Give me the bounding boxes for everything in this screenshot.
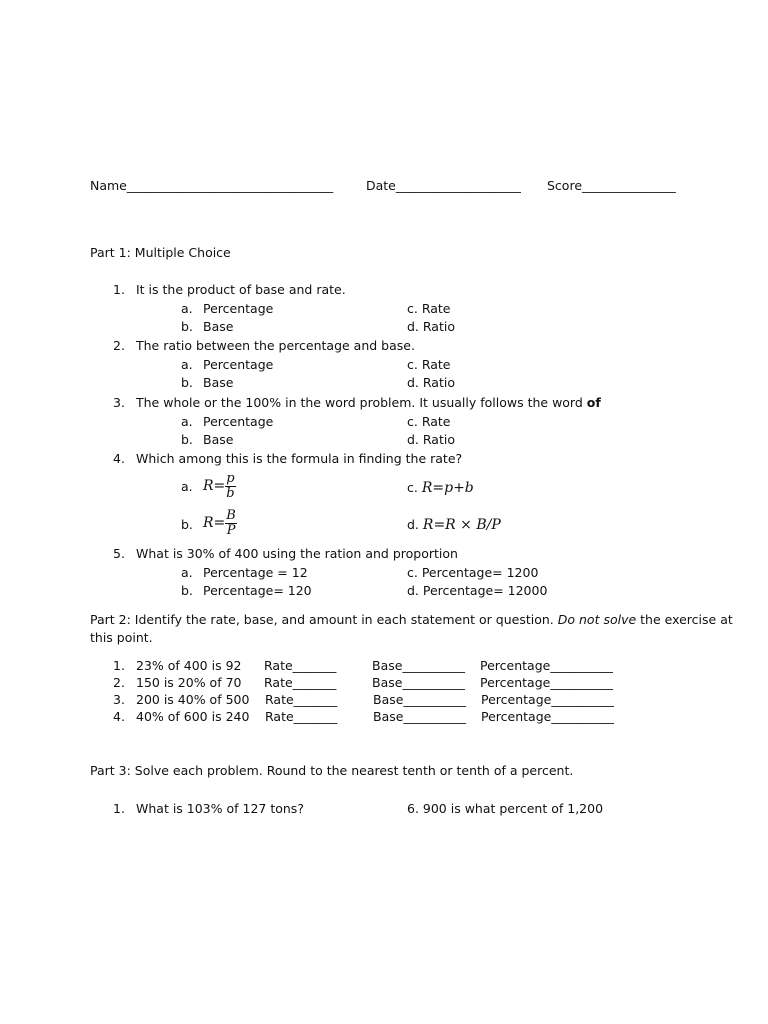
rate-blank[interactable]: Rate_______ <box>265 709 338 724</box>
fraction <box>225 509 237 537</box>
part3-title: Part 3: Solve each problem. Round to the nearest tenth or tenth of a percent. <box>90 763 574 778</box>
row-statement: 200 is 40% of 500 <box>136 692 250 707</box>
base-blank[interactable]: Base__________ <box>372 675 465 690</box>
option-b[interactable]: Percentage= 120 <box>203 583 312 598</box>
option-c-label: c. <box>407 480 418 495</box>
part3-question-6: 6. 900 is what percent of 1,200 <box>407 801 604 816</box>
percentage-blank[interactable]: Percentage__________ <box>480 658 613 673</box>
row-number: 4. <box>113 709 125 724</box>
option-b-label: b. <box>181 375 193 390</box>
option-d[interactable]: d. Ratio <box>407 432 455 447</box>
question-text: It is the product of base and rate. <box>136 282 346 297</box>
fraction-denominator: P <box>226 522 236 538</box>
question-text: Which among this is the formula in finding the rate? <box>136 451 463 466</box>
base-blank[interactable]: Base__________ <box>373 692 466 707</box>
row-number: 3. <box>113 692 125 707</box>
rate-blank[interactable]: Rate_______ <box>264 658 337 673</box>
option-a[interactable]: Percentage <box>203 357 274 372</box>
row-statement: 150 is 20% of 70 <box>136 675 242 690</box>
base-blank[interactable]: Base__________ <box>372 658 465 673</box>
question-number: 1. <box>113 282 125 297</box>
option-c[interactable]: c. Rate <box>407 301 451 316</box>
question-text-bold-word: of <box>586 395 601 410</box>
question-number: 4. <box>113 451 125 466</box>
question-number: 3. <box>113 395 125 410</box>
option-b-label: b. <box>181 319 193 334</box>
name-field[interactable]: Name_________________________________ <box>90 178 334 193</box>
formula-lhs: R= <box>203 515 226 532</box>
date-field[interactable]: Date____________________ <box>366 178 521 193</box>
question-text <box>136 397 601 410</box>
percentage-blank[interactable]: Percentage__________ <box>481 692 614 707</box>
part2-title-main: Part 2: Identify the rate, base, and amount in each statement or question. <box>90 612 558 627</box>
option-d[interactable]: d. Ratio <box>407 319 455 334</box>
option-b-label: b. <box>181 583 193 598</box>
question-number: 2. <box>113 338 125 353</box>
fraction-numerator: B <box>226 508 236 523</box>
option-b-formula[interactable] <box>203 509 237 537</box>
option-c-formula[interactable] <box>407 481 474 495</box>
option-b[interactable]: Base <box>203 432 234 447</box>
question-number: 5. <box>113 546 125 561</box>
option-b-label: b. <box>181 517 193 532</box>
option-d[interactable]: d. Ratio <box>407 375 455 390</box>
part3-question-1: What is 103% of 127 tons? <box>136 801 304 816</box>
option-a-label: a. <box>181 565 193 580</box>
option-b[interactable]: Base <box>203 375 234 390</box>
fraction-denominator: b <box>226 485 235 501</box>
row-statement: 23% of 400 is 92 <box>136 658 242 673</box>
option-c[interactable]: c. Percentage= 1200 <box>407 565 539 580</box>
fraction-numerator: p <box>226 471 235 486</box>
percentage-blank[interactable]: Percentage__________ <box>480 675 613 690</box>
formula-lhs: R= <box>203 478 226 495</box>
option-b[interactable]: Base <box>203 319 234 334</box>
option-a[interactable]: Percentage <box>203 301 274 316</box>
option-d-label: d. <box>407 517 419 532</box>
part2-title-line2: this point. <box>90 630 153 645</box>
option-d[interactable]: d. Percentage= 12000 <box>407 583 548 598</box>
question-text: The ratio between the percentage and base. <box>136 338 415 353</box>
option-c[interactable]: c. Rate <box>407 414 451 429</box>
rate-blank[interactable]: Rate_______ <box>265 692 338 707</box>
row-statement: 40% of 600 is 240 <box>136 709 250 724</box>
option-a-label: a. <box>181 357 193 372</box>
option-a[interactable]: Percentage <box>203 414 274 429</box>
option-a-label: a. <box>181 414 193 429</box>
row-number: 1. <box>113 658 125 673</box>
formula-expression: R=p+b <box>421 480 474 496</box>
base-blank[interactable]: Base__________ <box>373 709 466 724</box>
question-text: What is 30% of 400 using the ration and proportion <box>136 546 458 561</box>
fraction <box>225 472 235 500</box>
option-b-label: b. <box>181 432 193 447</box>
option-c[interactable]: c. Rate <box>407 357 451 372</box>
score-field[interactable]: Score_______________ <box>547 178 676 193</box>
part2-title-italic: Do not solve <box>557 612 637 627</box>
part2-title-end: the exercise at <box>636 612 733 627</box>
percentage-blank[interactable]: Percentage__________ <box>481 709 614 724</box>
question-text-main: The whole or the 100% in the word problem. It usually follows the word <box>136 395 587 410</box>
option-a-label: a. <box>181 301 193 316</box>
option-a-formula[interactable] <box>203 472 236 500</box>
option-a-label: a. <box>181 479 193 494</box>
question-number: 1. <box>113 801 125 816</box>
part1-title: Part 1: Multiple Choice <box>90 245 231 260</box>
rate-blank[interactable]: Rate_______ <box>264 675 337 690</box>
part2-title <box>90 614 733 627</box>
option-a[interactable]: Percentage = 12 <box>203 565 308 580</box>
row-number: 2. <box>113 675 125 690</box>
formula-expression: R=R × B/P <box>422 517 501 533</box>
option-d-formula[interactable] <box>407 518 501 532</box>
